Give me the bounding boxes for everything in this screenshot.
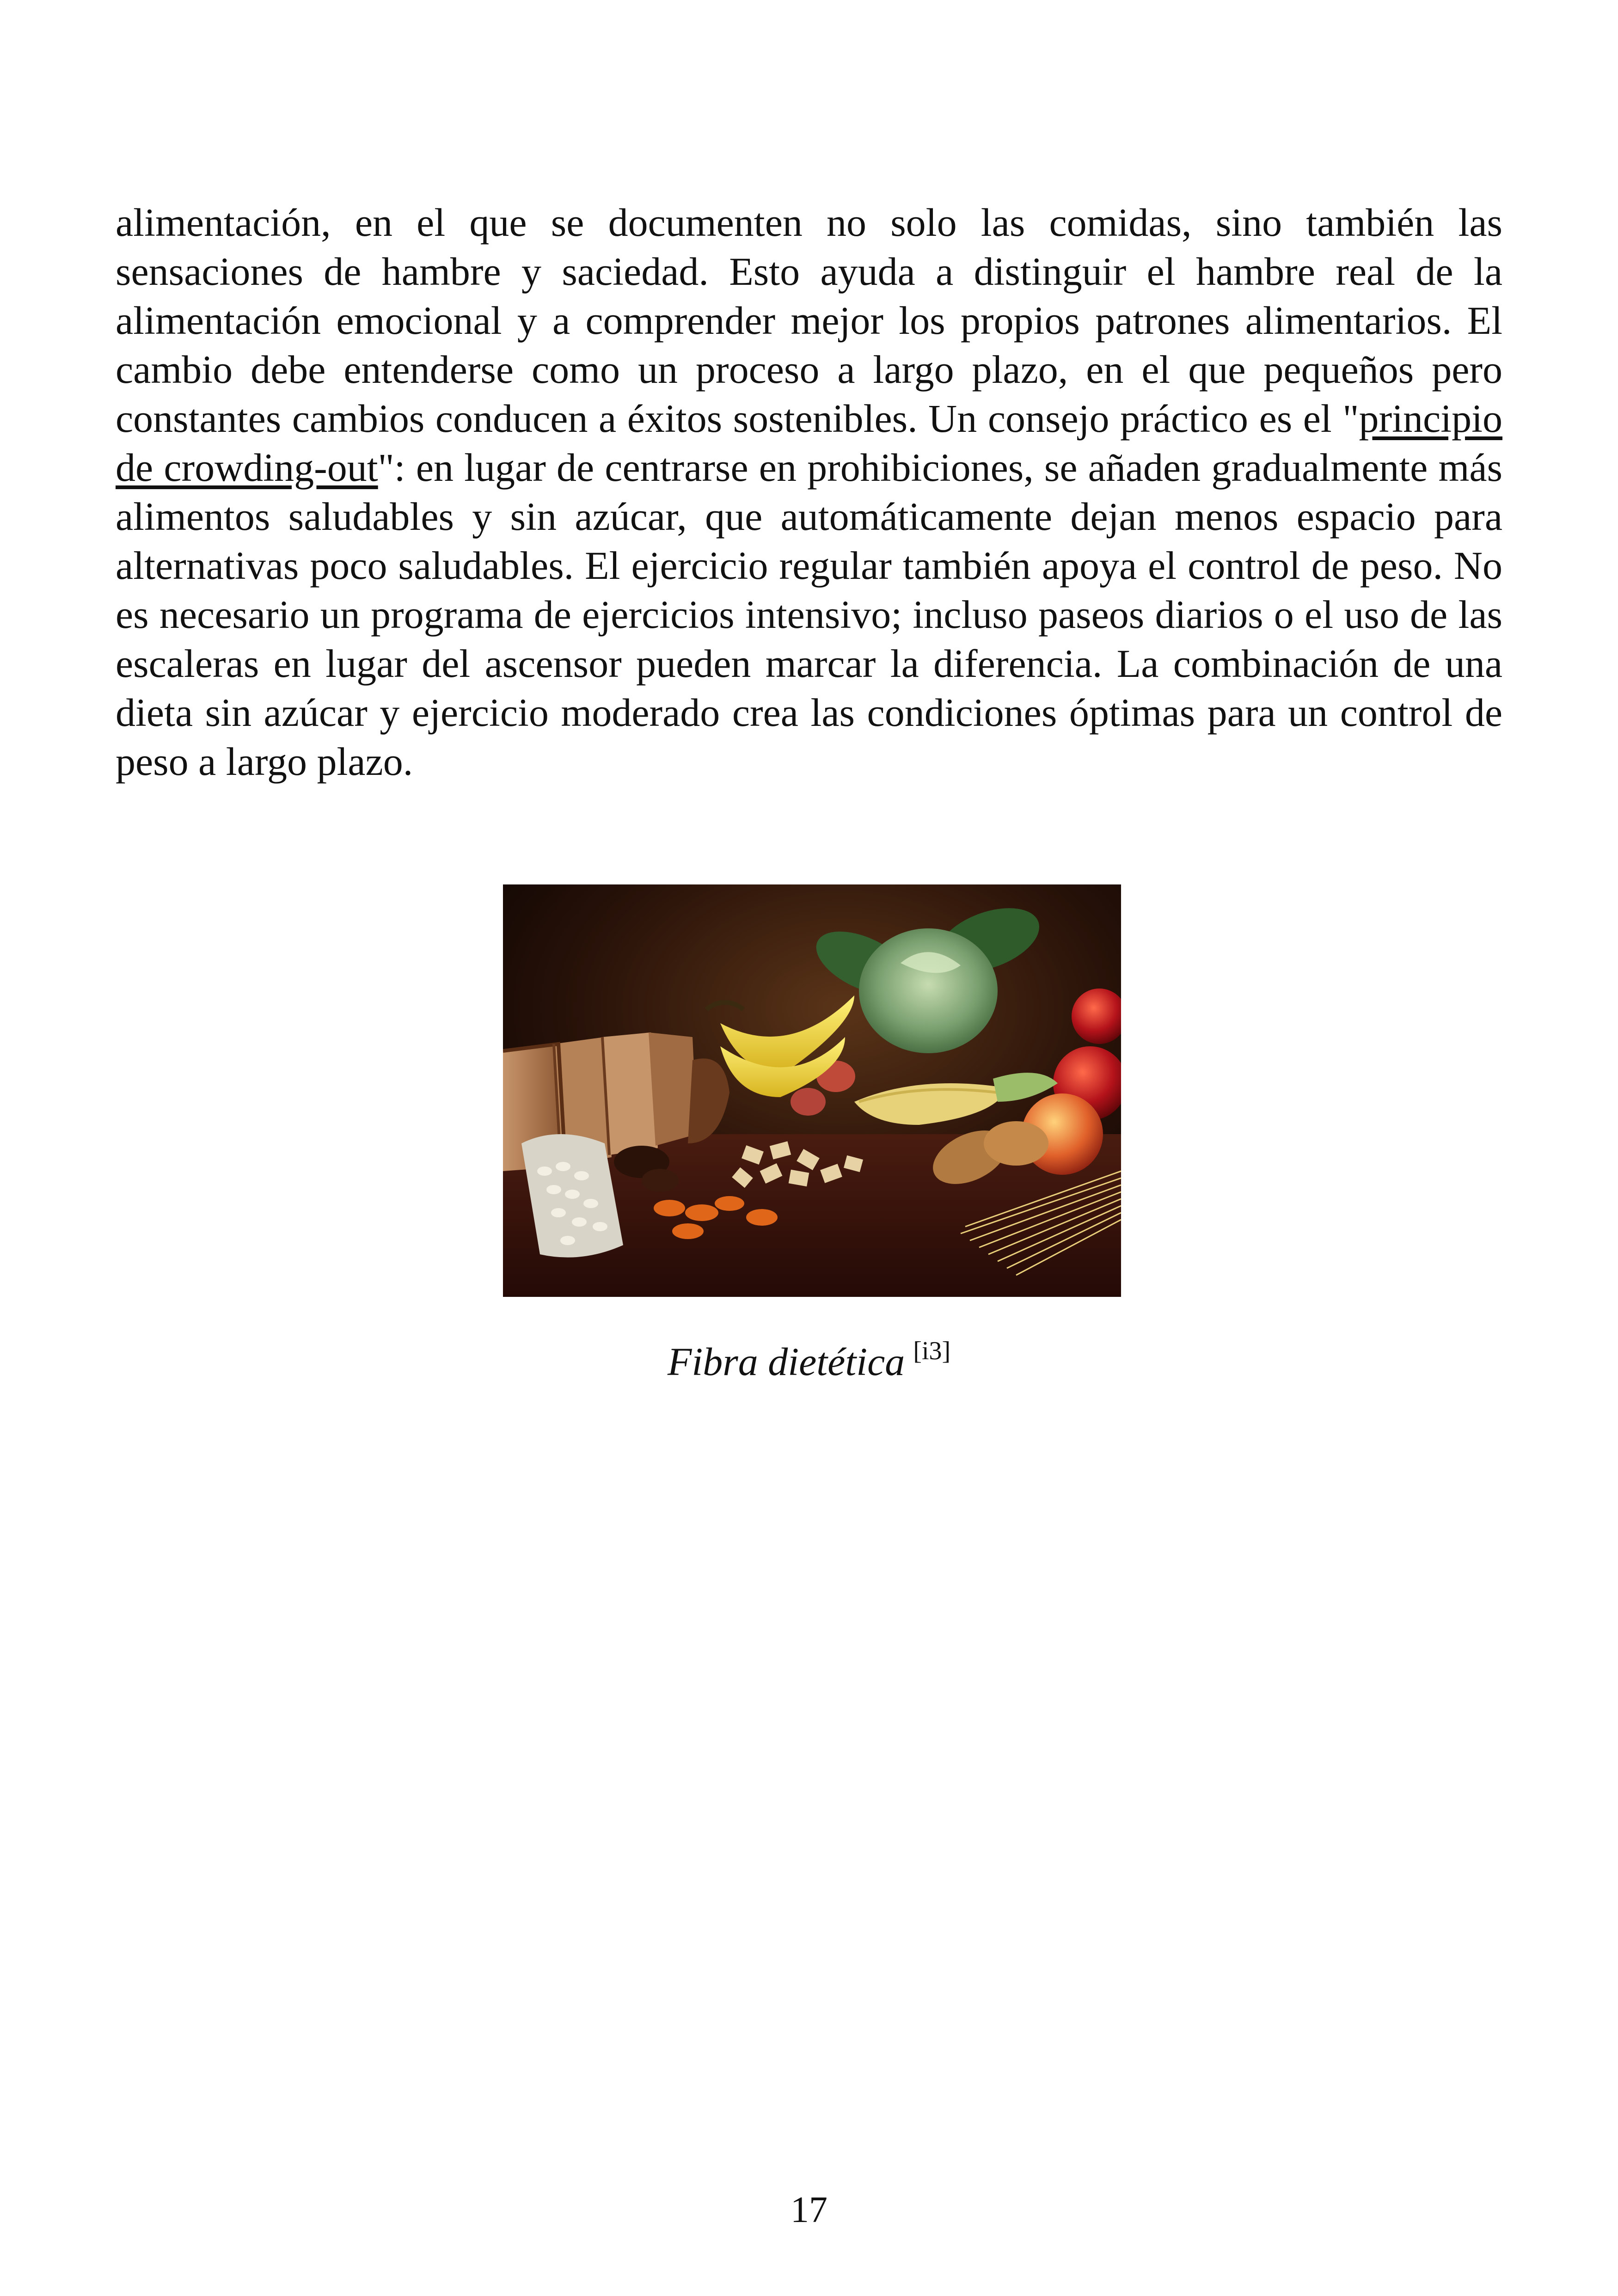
body-paragraph [116, 198, 1502, 786]
caption-text: Fibra dietética [667, 1339, 905, 1384]
image-reference[interactable]: [i3] [913, 1337, 951, 1365]
paragraph-text-end: ": en lugar de centrarse en prohibiciones, se añaden gradualmente más alimentos saludables y sin azúcar, que automáticamente dejan menos espacio para alternativas poco saludables. El ejercicio regular también apoya el control de peso. No es necesario un programa de ejercicios intensivo; incluso paseos diarios o el uso de las escaleras en lugar del ascensor pueden marcar la diferencia. La combinación de una dieta sin azúcar y ejercicio moderado crea las condiciones óptimas para un control de peso a largo plazo. [116, 445, 1503, 784]
food-still-life-illustration [503, 884, 1121, 1297]
crowding-out-link[interactable]: principio de crowding-out [116, 396, 1502, 490]
page-number: 17 [791, 2190, 827, 2230]
figure-caption [0, 1336, 1618, 1385]
paragraph-text-start: alimentación, en el que se documenten no solo las comidas, sino también las sensaciones de hambre y saciedad. Esto ayuda a distinguir el hambre real de la alimentación emocional y a comprender mejor los propios patrones alimentarios. El cambio debe entenderse como un proceso a largo plazo, en el que pequeños pero constantes cambios conducen a éxitos sostenibles. Un consejo práctico es el " [116, 200, 1502, 441]
fiber-food-photo [503, 884, 1121, 1297]
